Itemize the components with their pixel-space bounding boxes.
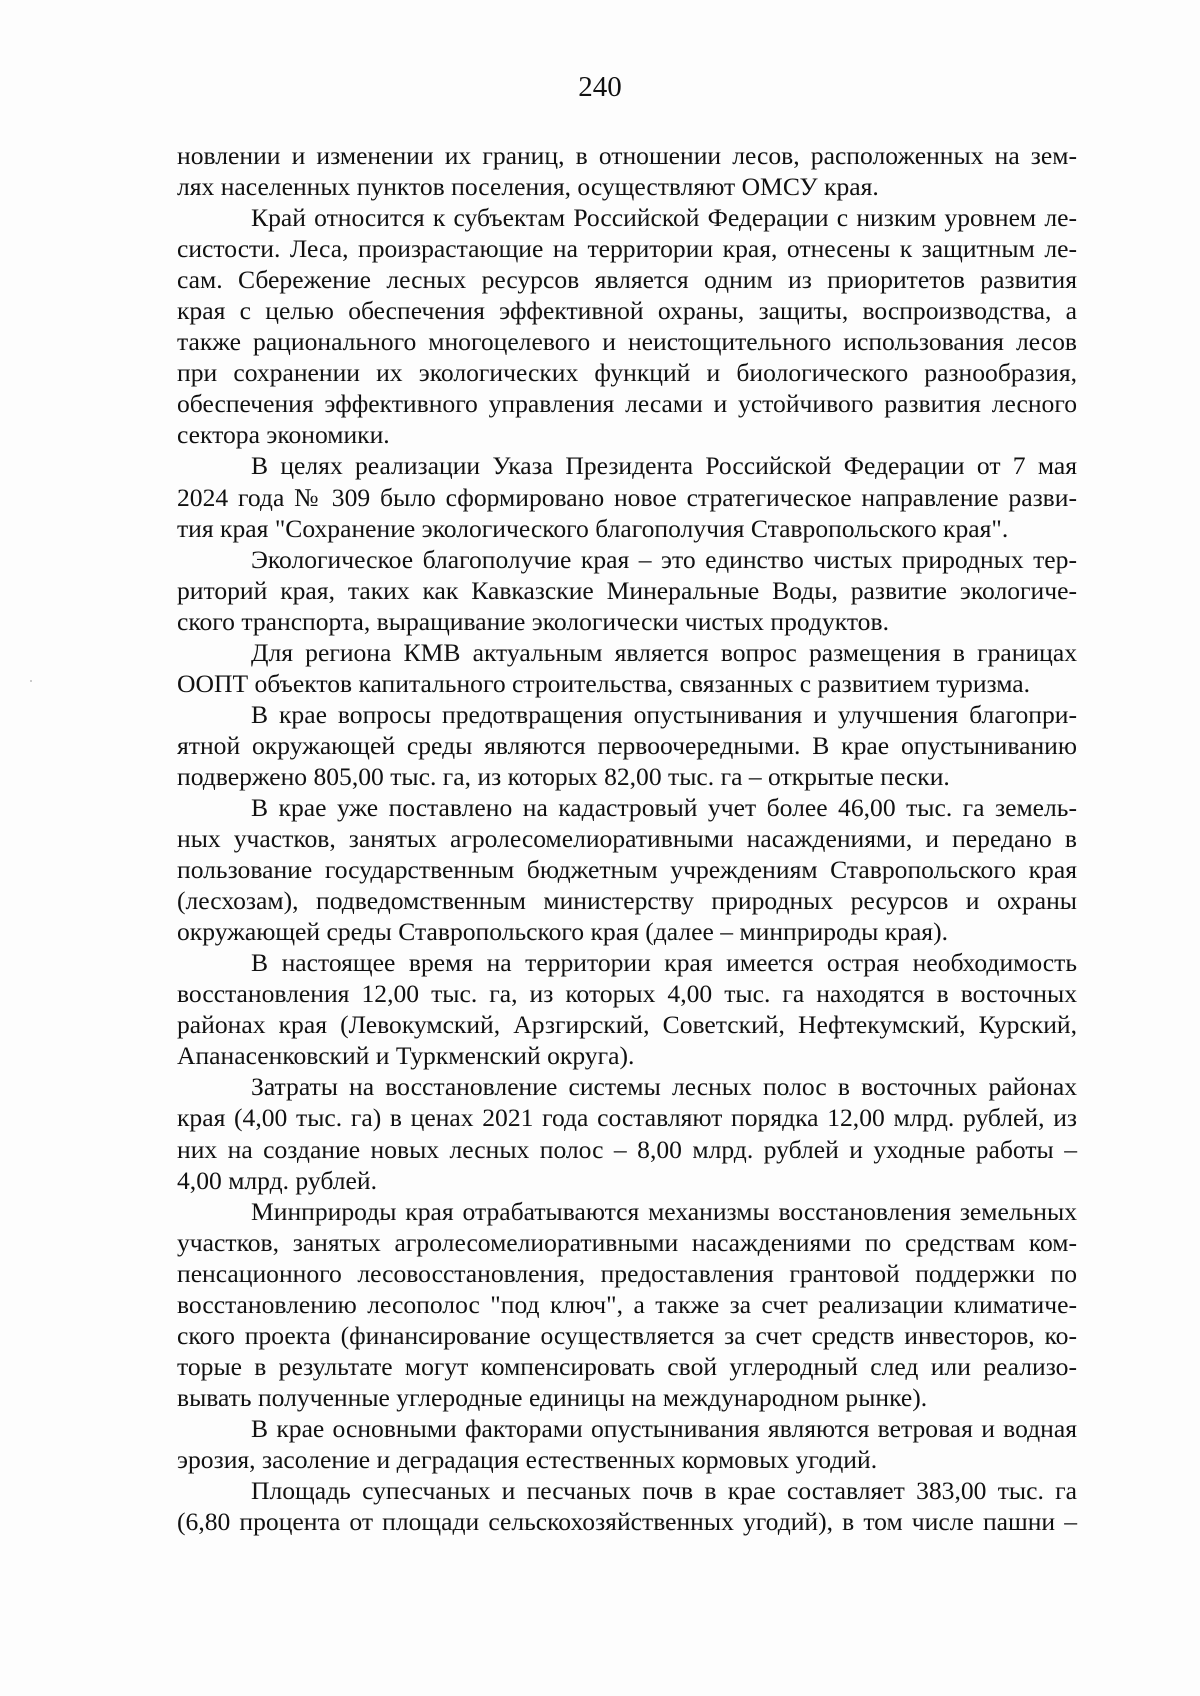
text-line: риторий края, таких как Кавказские Минеральные Воды, развитие экологиче- — [177, 575, 1077, 605]
paragraph — [177, 1475, 1077, 1537]
text-line: Минприроды края отрабатываются механизмы восстановления земельных — [251, 1196, 1077, 1226]
text-line: восстановлению лесополос "под ключ", а также за счет реализации климатиче- — [177, 1289, 1077, 1319]
text-line: эрозия, засоление и деградация естественных кормовых угодий. — [177, 1444, 878, 1474]
text-line: подвержено 805,00 тыс. га, из которых 82,00 тыс. га – открытые пески. — [177, 761, 950, 791]
text-line: Затраты на восстановление системы лесных полос в восточных районах — [251, 1072, 1077, 1102]
text-line: окружающей среды Ставропольского края (далее – минприроды края). — [177, 917, 948, 947]
paragraph — [177, 140, 1077, 202]
paragraph — [177, 450, 1077, 543]
scan-artifact — [30, 680, 32, 682]
text-line: также рационального многоцелевого и неистощительного использования лесов — [177, 327, 1077, 357]
text-line: Площадь супесчаных и песчаных почв в крае составляет 383,00 тыс. га — [251, 1476, 1077, 1506]
text-line: 4,00 млрд. рублей. — [177, 1165, 377, 1195]
paragraph — [177, 699, 1077, 792]
paragraph — [177, 792, 1077, 947]
text-line: новлении и изменении их границ, в отношении лесов, расположенных на зем- — [177, 141, 1077, 170]
paragraph — [177, 1196, 1077, 1413]
text-line: торые в результате могут компенсировать свой углеродный след или реализо- — [177, 1351, 1077, 1381]
page-number: 240 — [578, 71, 622, 103]
text-line: ского проекта (финансирование осуществляется за счет средств инвесторов, ко- — [177, 1320, 1077, 1350]
text-line: Край относится к субъектам Российской Федерации с низким уровнем ле- — [251, 203, 1077, 233]
text-line: (лесхозам), подведомственным министерству природных ресурсов и охраны — [177, 886, 1077, 916]
text-line: них на создание новых лесных полос – 8,00 млрд. рублей и уходные работы – — [177, 1134, 1077, 1164]
text-line: ных участков, занятых агролесомелиоративными насаждениями, и передано в — [177, 824, 1077, 854]
text-line: В крае вопросы предотвращения опустынивания и улучшения благопри- — [251, 699, 1077, 729]
paragraph — [177, 202, 1077, 450]
text-line: В настоящее время на территории края имеется острая необходимость — [251, 948, 1077, 978]
text-line: пользование государственным бюджетным учреждениям Ставропольского края — [177, 855, 1077, 885]
text-line: лях населенных пунктов поселения, осуществляют ОМСУ края. — [177, 172, 879, 202]
text-line: тия края "Сохранение экологического благополучия Ставропольского края". — [177, 513, 1009, 543]
text-line: края (4,00 тыс. га) в ценах 2021 года составляют порядка 12,00 млрд. рублей, из — [177, 1103, 1077, 1133]
text-line: ского транспорта, выращивание экологически чистых продуктов. — [177, 606, 889, 636]
text-line: Экологическое благополучие края – это единство чистых природных тер- — [251, 544, 1077, 574]
paragraph — [177, 544, 1077, 637]
text-line: при сохранении их экологических функций и биологического разнообразия, — [177, 358, 1077, 388]
text-line: В крае уже поставлено на кадастровый учет более 46,00 тыс. га земель- — [251, 792, 1077, 822]
text-line: ООПТ объектов капитального строительства, связанных с развитием туризма. — [177, 668, 1031, 698]
text-line: восстановления 12,00 тыс. га, из которых 4,00 тыс. га находятся в восточных — [177, 979, 1077, 1009]
text-line: систости. Леса, произрастающие на территории края, отнесены к защитным ле- — [177, 234, 1077, 264]
text-line: обеспечения эффективного управления лесами и устойчивого развития лесного — [177, 389, 1077, 419]
text-line: сам. Сбережение лесных ресурсов является одним из приоритетов развития — [177, 265, 1077, 295]
text-line: сектора экономики. — [177, 420, 390, 450]
text-line: (6,80 процента от площади сельскохозяйственных угодий), в том числе пашни – — [177, 1507, 1077, 1537]
paragraph — [177, 637, 1077, 699]
text-line: Для региона КМВ актуальным является вопрос размещения в границах — [251, 637, 1077, 667]
text-line: Апанасенковский и Туркменский округа). — [177, 1041, 635, 1071]
text-line: края с целью обеспечения эффективной охраны, защиты, воспроизводства, а — [177, 296, 1077, 326]
text-line: участков, занятых агролесомелиоративными насаждениями по средствам ком- — [177, 1227, 1077, 1257]
text-line: вывать полученные углеродные единицы на международном рынке). — [177, 1382, 928, 1412]
text-line: ятной окружающей среды являются первоочередными. В крае опустыниванию — [177, 730, 1077, 760]
text-line: пенсационного лесовосстановления, предоставления грантовой поддержки по — [177, 1258, 1077, 1288]
text-line: 2024 года № 309 было сформировано новое стратегическое направление разви- — [177, 482, 1077, 512]
body-text — [177, 140, 1077, 1537]
paragraph — [177, 1071, 1077, 1195]
paragraph — [177, 1413, 1077, 1475]
page-number-row — [0, 70, 1200, 104]
paragraph — [177, 947, 1077, 1071]
text-line: В крае основными факторами опустынивания являются ветровая и водная — [251, 1413, 1077, 1443]
text-line: районах края (Левокумский, Арзгирский, Советский, Нефтекумский, Курский, — [177, 1010, 1077, 1040]
text-line: В целях реализации Указа Президента Российской Федерации от 7 мая — [251, 451, 1077, 481]
